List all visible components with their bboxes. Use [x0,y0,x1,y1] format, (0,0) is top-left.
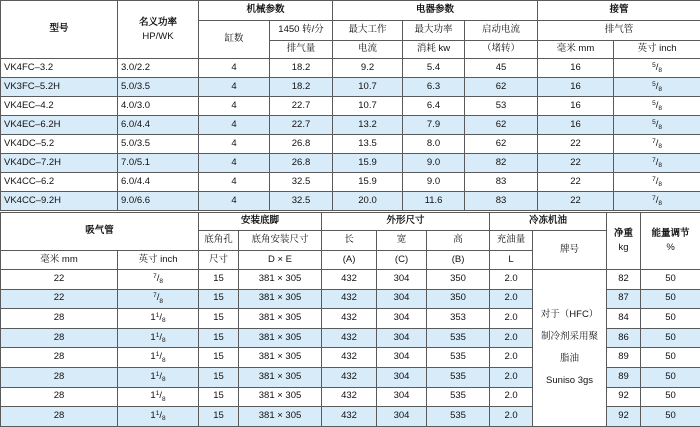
inch-numerator: 1 [156,312,160,319]
col-hole-1: 底角孔 [199,231,239,251]
cell-power: 6.0/4.4 [118,173,199,192]
cell-discharge-mm: 16 [538,78,614,97]
cell-displacement: 18.2 [270,78,333,97]
cell-height: 535 [427,367,490,387]
cell-discharge-inch [614,154,700,173]
cell-length: 432 [322,289,377,309]
cell-model: VK4FC–3.2 [1,59,118,78]
cell-model: VK4CC–6.2 [1,173,118,192]
table-row [1,173,700,192]
col-hei-unit: (B) [427,251,490,270]
cell-oil-amount: 2.0 [490,387,533,407]
inch-whole: 1 [150,332,155,343]
cell-weight: 89 [607,367,641,387]
cell-model: VK3FC–5.2H [1,78,118,97]
cell-hole: 15 [199,309,239,329]
cell-power: 3.0/2.2 [118,59,199,78]
cell-start-current: 45 [465,59,538,78]
col-maxpow-1: 最大功率 [403,21,465,41]
cell-weight: 86 [607,328,641,348]
cell-height: 353 [427,309,490,329]
cell-width: 304 [377,270,427,290]
col-maxpow-2: 消耗 kw [403,41,465,59]
cell-suction-inch [118,328,199,348]
col-oil: 冷冻机油 [490,213,607,231]
inch-whole: 1 [150,390,155,401]
cell-power: 9.0/6.6 [118,192,199,211]
cell-mount-size: 381 × 305 [239,328,322,348]
cell-height: 350 [427,289,490,309]
cell-width: 304 [377,407,427,427]
inch-denominator: 8 [658,200,662,207]
col-cap [641,213,700,270]
inch-denominator: 8 [658,181,662,188]
cell-power: 5.0/3.5 [118,135,199,154]
table-row [1,270,700,290]
cell-max-power: 6.3 [403,78,465,97]
col-start-1: 启动电流 [465,21,538,41]
oil-brand-line: Suniso 3gs [533,370,606,392]
cell-hole: 15 [199,367,239,387]
cell-cylinders: 4 [199,192,270,211]
cell-power: 6.0/4.4 [118,116,199,135]
fraction-slash: / [656,157,659,168]
inch-whole: 1 [150,351,155,362]
col-maxcur-1: 最大工作 [333,21,403,41]
col-maxcur-2: 电流 [333,41,403,59]
col-cap-label: 能量调节 [641,227,700,241]
col-oil-amt: 充油量 [490,231,533,251]
cell-oil-amount: 2.0 [490,289,533,309]
inch-denominator: 8 [159,278,163,285]
inch-numerator: 7 [652,157,656,164]
cell-hole: 15 [199,348,239,368]
col-power [118,1,199,59]
cell-oil-amount: 2.0 [490,270,533,290]
cell-displacement: 26.8 [270,154,333,173]
table-row [1,59,700,78]
cell-power: 4.0/3.0 [118,97,199,116]
cell-mount-size: 381 × 305 [239,407,322,427]
cell-weight: 87 [607,289,641,309]
cell-max-current: 15.9 [333,154,403,173]
cell-length: 432 [322,367,377,387]
cell-cylinders: 4 [199,97,270,116]
cell-start-current: 83 [465,192,538,211]
inch-denominator: 8 [162,415,166,422]
inch-numerator: 7 [652,176,656,183]
inch-numerator: 1 [156,371,160,378]
inch-denominator: 8 [159,298,163,305]
cell-hole: 15 [199,407,239,427]
fraction-slash: / [656,81,659,92]
inch-denominator: 8 [162,357,166,364]
cell-displacement: 22.7 [270,116,333,135]
inch-numerator: 1 [156,351,160,358]
cell-width: 304 [377,328,427,348]
cell-weight: 92 [607,407,641,427]
cell-displacement: 18.2 [270,59,333,78]
table-row [1,135,700,154]
table-row [1,78,700,97]
col-discharge-inch: 英寸 inch [614,41,700,59]
bottom-table-body [1,270,700,427]
cell-capacity: 50 [641,328,700,348]
cell-model: VK4DC–5.2 [1,135,118,154]
cell-discharge-mm: 16 [538,59,614,78]
cell-displacement: 32.5 [270,192,333,211]
col-mount-size: 底角安装尺寸 [239,231,322,251]
cell-power: 5.0/3.5 [118,78,199,97]
fraction-slash: / [656,138,659,149]
inch-denominator: 8 [658,162,662,169]
cell-height: 350 [427,270,490,290]
cell-cylinders: 4 [199,173,270,192]
cell-suction-inch [118,387,199,407]
inch-whole: 1 [150,312,155,323]
cell-max-current: 10.7 [333,97,403,116]
specs-table-top [0,0,700,211]
cell-length: 432 [322,348,377,368]
inch-numerator: 1 [156,390,160,397]
cell-weight: 84 [607,309,641,329]
cell-model: VK4CC–9.2H [1,192,118,211]
inch-numerator: 7 [153,273,157,280]
fraction-slash: / [159,410,162,421]
inch-denominator: 8 [658,124,662,131]
cell-suction-mm: 28 [1,387,118,407]
table-row [1,97,700,116]
cell-oil-amount: 2.0 [490,348,533,368]
inch-denominator: 8 [162,396,166,403]
inch-denominator: 8 [162,317,166,324]
cell-max-power: 9.0 [403,173,465,192]
cell-discharge-inch [614,192,700,211]
cell-power: 7.0/5.1 [118,154,199,173]
cell-mount-size: 381 × 305 [239,348,322,368]
cell-oil-amount: 2.0 [490,407,533,427]
cell-model: VK4EC–4.2 [1,97,118,116]
cell-mount-size: 381 × 305 [239,367,322,387]
col-conn: 接管 [538,1,700,21]
col-len-unit: (A) [322,251,377,270]
cell-capacity: 50 [641,367,700,387]
inch-denominator: 8 [658,67,662,74]
fraction-slash: / [656,62,659,73]
col-model: 型号 [1,1,118,59]
cell-width: 304 [377,387,427,407]
inch-numerator: 1 [156,410,160,417]
cell-suction-mm: 28 [1,309,118,329]
fraction-slash: / [656,195,659,206]
cell-max-power: 8.0 [403,135,465,154]
col-len: 长 [322,231,377,251]
cell-max-current: 13.2 [333,116,403,135]
cell-suction-inch [118,407,199,427]
cell-height: 535 [427,328,490,348]
cell-discharge-mm: 22 [538,135,614,154]
oil-brand-line: 制冷剂采用聚 [533,326,606,348]
cell-length: 432 [322,387,377,407]
fraction-slash: / [157,273,160,284]
cell-weight: 92 [607,387,641,407]
cell-start-current: 62 [465,78,538,97]
cell-max-current: 9.2 [333,59,403,78]
cell-discharge-mm: 16 [538,116,614,135]
oil-brand-line: 对于（HFC） [533,304,606,326]
inch-numerator: 7 [652,138,656,145]
cell-model: VK4EC–6.2H [1,116,118,135]
fraction-slash: / [656,100,659,111]
cell-discharge-inch [614,116,700,135]
cell-discharge-mm: 22 [538,192,614,211]
fraction-slash: / [159,390,162,401]
col-oil-unit: L [490,251,533,270]
cell-weight: 82 [607,270,641,290]
cell-max-power: 7.9 [403,116,465,135]
inch-numerator: 5 [652,62,656,69]
cell-cylinders: 4 [199,78,270,97]
col-discharge: 排气管 [538,21,700,41]
cell-width: 304 [377,289,427,309]
cell-height: 535 [427,348,490,368]
cell-mount-size: 381 × 305 [239,270,322,290]
cell-suction-mm: 28 [1,407,118,427]
col-wid-unit: (C) [377,251,427,270]
inch-numerator: 5 [652,81,656,88]
fraction-slash: / [656,119,659,130]
cell-discharge-inch [614,173,700,192]
col-power-unit: HP/WK [118,30,198,44]
cell-displacement: 26.8 [270,135,333,154]
col-cap-unit: % [641,241,700,255]
oil-brand-line: 脂油 [533,348,606,370]
cell-cylinders: 4 [199,154,270,173]
cell-cylinders: 4 [199,116,270,135]
cell-max-power: 11.6 [403,192,465,211]
cell-model: VK4DC–7.2H [1,154,118,173]
cell-max-power: 6.4 [403,97,465,116]
inch-numerator: 7 [652,195,656,202]
cell-mount-size: 381 × 305 [239,309,322,329]
col-discharge-mm: 毫米 mm [538,41,614,59]
cell-mount-size: 381 × 305 [239,289,322,309]
col-elec: 电器参数 [333,1,538,21]
cell-start-current: 53 [465,97,538,116]
cell-length: 432 [322,407,377,427]
cell-suction-mm: 28 [1,367,118,387]
cell-length: 432 [322,309,377,329]
col-hole-2: 尺寸 [199,251,239,270]
table-row [1,192,700,211]
col-mech: 机械参数 [199,1,333,21]
cell-suction-inch [118,348,199,368]
cell-suction-mm: 22 [1,289,118,309]
inch-whole: 1 [150,410,155,421]
cell-cylinders: 4 [199,59,270,78]
cell-width: 304 [377,309,427,329]
col-weight-label: 净重 [607,227,640,241]
cell-height: 535 [427,387,490,407]
inch-numerator: 5 [652,100,656,107]
cell-max-current: 13.5 [333,135,403,154]
cell-max-power: 5.4 [403,59,465,78]
cell-max-power: 9.0 [403,154,465,173]
cell-suction-mm: 22 [1,270,118,290]
col-start-2: （堵转） [465,41,538,59]
cell-suction-inch [118,309,199,329]
fraction-slash: / [159,351,162,362]
col-mount-dxe: D × E [239,251,322,270]
cell-hole: 15 [199,387,239,407]
cell-suction-inch [118,289,199,309]
cell-capacity: 50 [641,289,700,309]
inch-denominator: 8 [658,143,662,150]
cell-width: 304 [377,348,427,368]
cell-displacement: 32.5 [270,173,333,192]
cell-oil-amount: 2.0 [490,309,533,329]
cell-capacity: 50 [641,387,700,407]
top-table-body [1,59,700,211]
col-suction-mm: 毫米 mm [1,251,118,270]
cell-suction-mm: 28 [1,348,118,368]
cell-max-current: 20.0 [333,192,403,211]
cell-start-current: 83 [465,173,538,192]
col-dims: 外形尺寸 [322,213,490,231]
inch-whole: 1 [150,371,155,382]
inch-numerator: 5 [652,119,656,126]
col-power-label: 名义功率 [118,16,198,30]
col-mount: 安装底脚 [199,213,322,231]
cell-oil-amount: 2.0 [490,367,533,387]
inch-denominator: 8 [658,105,662,112]
inch-numerator: 1 [156,332,160,339]
inch-denominator: 8 [162,337,166,344]
col-brand: 牌号 [533,231,607,270]
cell-weight: 89 [607,348,641,368]
inch-numerator: 7 [153,292,157,299]
cell-length: 432 [322,270,377,290]
cell-discharge-mm: 22 [538,173,614,192]
cell-suction-inch [118,367,199,387]
col-speed: 1450 转/分 [270,21,333,41]
cell-hole: 15 [199,328,239,348]
col-cylinders: 缸数 [199,21,270,59]
cell-suction-mm: 28 [1,328,118,348]
specs-table-bottom [0,212,700,427]
cell-capacity: 50 [641,309,700,329]
col-hei: 高 [427,231,490,251]
cell-capacity: 50 [641,270,700,290]
cell-start-current: 82 [465,154,538,173]
fraction-slash: / [159,312,162,323]
cell-displacement: 22.7 [270,97,333,116]
cell-start-current: 62 [465,135,538,154]
table-row [1,116,700,135]
cell-discharge-inch [614,59,700,78]
fraction-slash: / [656,176,659,187]
cell-oil-brand [533,270,607,427]
cell-hole: 15 [199,289,239,309]
cell-max-current: 15.9 [333,173,403,192]
cell-cylinders: 4 [199,135,270,154]
col-weight [607,213,641,270]
cell-discharge-inch [614,78,700,97]
cell-mount-size: 381 × 305 [239,387,322,407]
cell-discharge-inch [614,135,700,154]
cell-length: 432 [322,328,377,348]
cell-width: 304 [377,367,427,387]
fraction-slash: / [159,332,162,343]
col-suction-inch: 英寸 inch [118,251,199,270]
col-weight-unit: kg [607,241,640,255]
col-suction: 吸气管 [1,213,199,251]
fraction-slash: / [157,292,160,303]
cell-capacity: 50 [641,348,700,368]
cell-oil-amount: 2.0 [490,328,533,348]
inch-denominator: 8 [658,86,662,93]
table-row [1,154,700,173]
cell-max-current: 10.7 [333,78,403,97]
cell-height: 535 [427,407,490,427]
cell-capacity: 50 [641,407,700,427]
inch-denominator: 8 [162,376,166,383]
col-displacement: 排气量 [270,41,333,59]
cell-start-current: 62 [465,116,538,135]
cell-discharge-mm: 16 [538,97,614,116]
col-wid: 宽 [377,231,427,251]
cell-discharge-inch [614,97,700,116]
fraction-slash: / [159,371,162,382]
cell-suction-inch [118,270,199,290]
cell-discharge-mm: 22 [538,154,614,173]
cell-hole: 15 [199,270,239,290]
